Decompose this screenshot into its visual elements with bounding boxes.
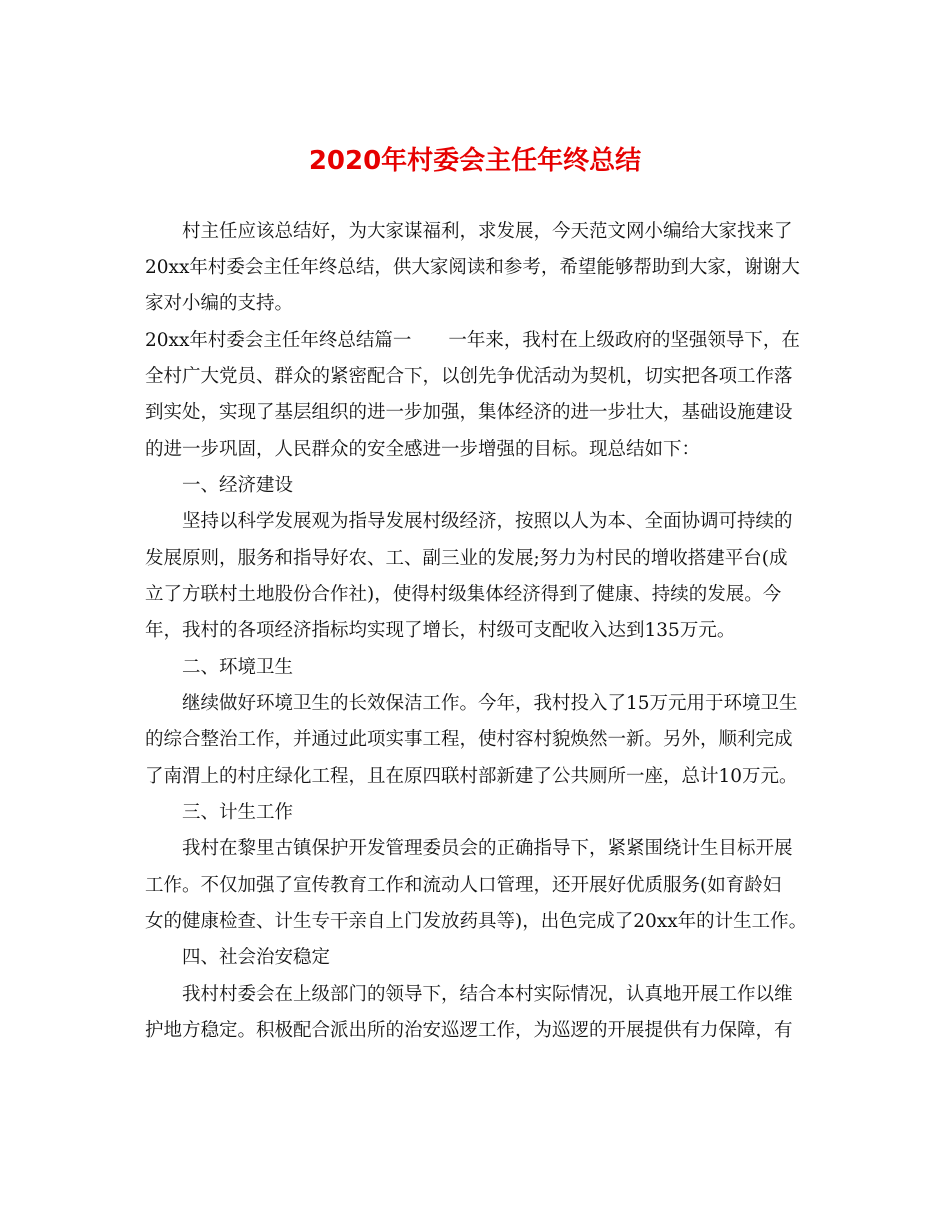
paragraph-line: 护地方稳定。积极配合派出所的治安巡逻工作，为巡逻的开展提供有力保障，有	[145, 1020, 793, 1041]
paragraph-line: 村主任应该总结好，为大家谋福利，求发展，今天范文网小编给大家找来了	[145, 221, 793, 242]
paragraph-line: 的综合整治工作，并通过此项实事工程，使村容村貌焕然一新。另外，顺利完成	[145, 729, 793, 750]
section-heading: 三、计生工作	[145, 802, 294, 823]
section-heading: 四、社会治安稳定	[145, 947, 331, 968]
paragraph-line: 我村在黎里古镇保护开发管理委员会的正确指导下，紧紧围绕计生目标开展	[145, 838, 793, 859]
paragraph-line: 家对小编的支持。	[145, 293, 294, 314]
paragraph-line: 我村村委会在上级部门的领导下，结合本村实际情况，认真地开展工作以维	[145, 984, 793, 1005]
paragraph-line: 发展原则，服务和指导好农、工、副三业的发展;努力为村民的增收搭建平台(成	[145, 548, 788, 569]
paragraph-line: 20xx年村委会主任年终总结，供大家阅读和参考，希望能够帮助到大家，谢谢大	[145, 257, 800, 278]
paragraph-line: 20xx年村委会主任年终总结篇一 一年来，我村在上级政府的坚强领导下，在	[145, 330, 800, 351]
paragraph-line: 立了方联村土地股份合作社)，使得村级集体经济得到了健康、持续的发展。今	[145, 584, 782, 605]
paragraph-line: 全村广大党员、群众的紧密配合下，以创先争优活动为契机，切实把各项工作落	[145, 366, 793, 387]
paragraph-line: 女的健康检查、计生专干亲自上门发放药具等)，出色完成了20xx年的计生工作。	[145, 911, 808, 932]
paragraph-line: 到实处，实现了基层组织的进一步加强，集体经济的进一步壮大，基础设施建设	[145, 402, 793, 423]
paragraph-line: 工作。不仅加强了宣传教育工作和流动人口管理，还开展好优质服务(如育龄妇	[145, 875, 782, 896]
paragraph-line: 坚持以科学发展观为指导发展村级经济，按照以人为本、全面协调可持续的	[145, 511, 793, 532]
document-title: 2020年村委会主任年终总结	[308, 146, 642, 176]
paragraph-line: 继续做好环境卫生的长效保洁工作。今年，我村投入了15万元用于环境卫生	[145, 693, 798, 714]
section-heading: 二、环境卫生	[145, 657, 294, 678]
paragraph-line: 年，我村的各项经济指标均实现了增长，村级可支配收入达到135万元。	[145, 620, 736, 641]
section-heading: 一、经济建设	[145, 475, 294, 496]
paragraph-line: 了南渭上的村庄绿化工程，且在原四联村部新建了公共厕所一座，总计10万元。	[145, 766, 798, 787]
paragraph-line: 的进一步巩固，人民群众的安全感进一步增强的目标。现总结如下：	[145, 439, 701, 460]
